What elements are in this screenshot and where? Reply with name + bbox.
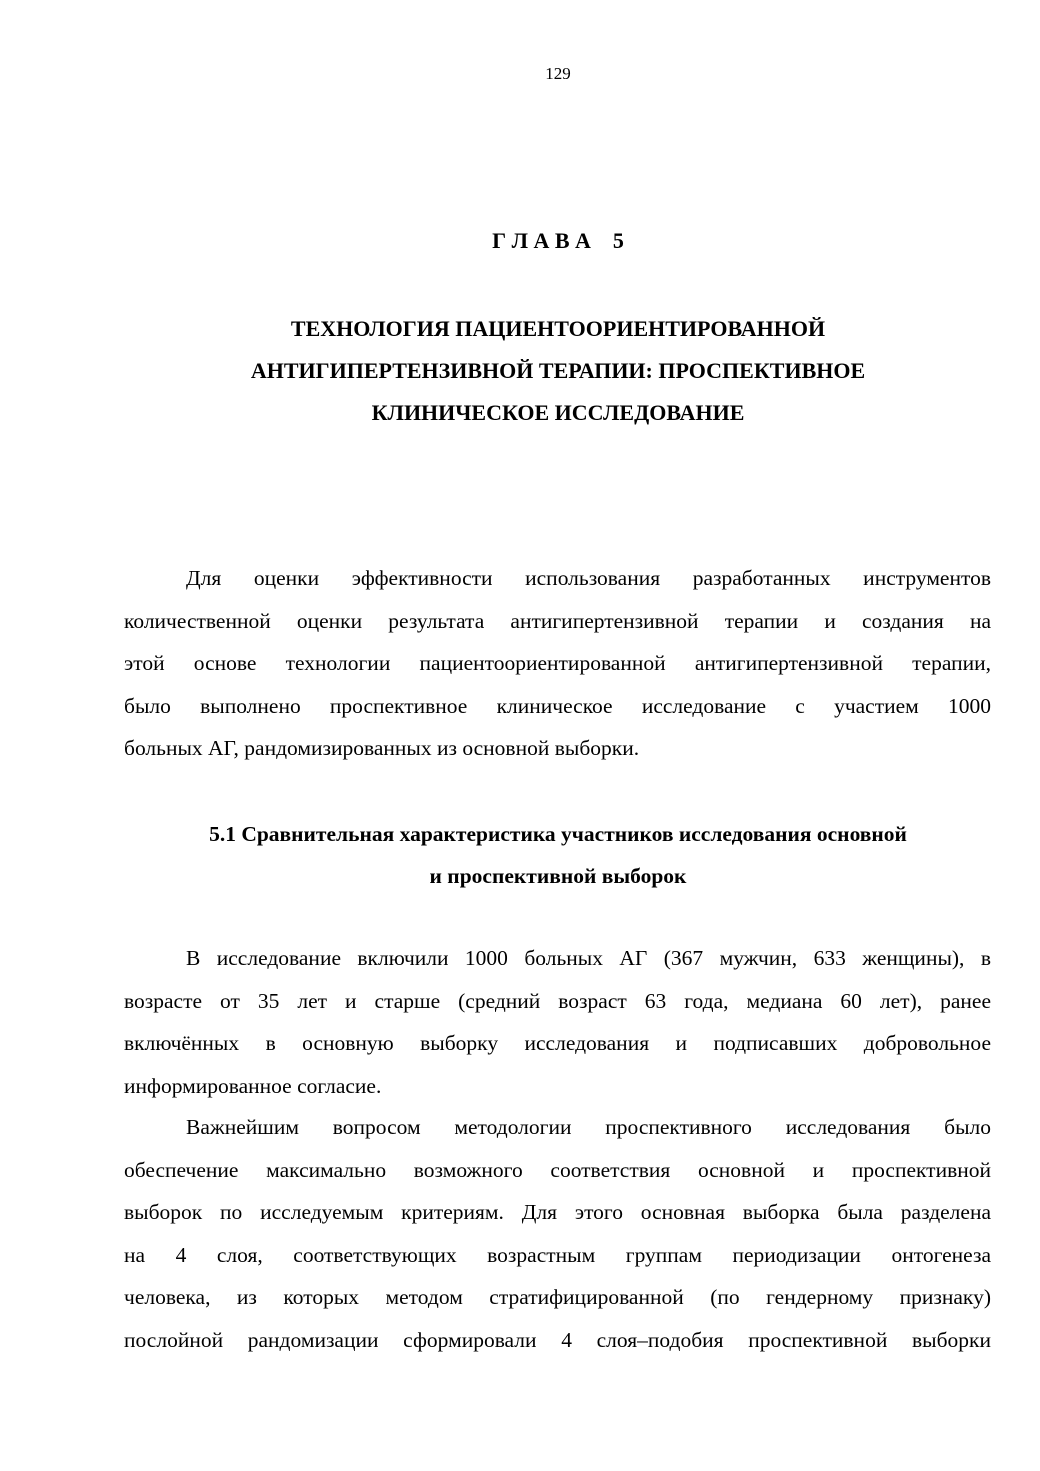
- text-line: послойной рандомизации сформировали 4 слоя–подобия проспективной выборки: [124, 1327, 991, 1352]
- text-line: возрасте от 35 лет и старше (средний возраст 63 года, медиана 60 лет), ранее: [124, 988, 991, 1013]
- text-line: информированное согласие.: [124, 1073, 382, 1098]
- text-line: Важнейшим вопросом методологии проспективного исследования было: [186, 1115, 991, 1139]
- text-line: этой основе технологии пациентоориентированной антигипертензивной терапии,: [124, 651, 991, 675]
- text-line: В исследование включили 1000 больных АГ (367 мужчин, 633 женщины), в: [186, 946, 991, 970]
- section-heading-line: и проспективной выборок: [429, 864, 687, 888]
- paragraph-2: [124, 1106, 991, 1361]
- text-line: количественной оценки результата антигипертензивной терапии и создания на: [124, 608, 991, 633]
- text-line: включённых в основную выборку исследования и подписавших добровольное: [124, 1031, 991, 1055]
- text-line: выборок по исследуемым критериям. Для этого основная выборка была разделена: [124, 1200, 991, 1224]
- section-heading-line: 5.1 Сравнительная характеристика участников исследования основной: [209, 822, 907, 846]
- text-line: Для оценки эффективности использования разработанных инструментов: [186, 566, 991, 590]
- page-number: 129: [545, 64, 571, 83]
- chapter-title-line: КЛИНИЧЕСКОЕ ИССЛЕДОВАНИЕ: [371, 400, 745, 425]
- intro-paragraph: [124, 557, 991, 770]
- paragraph-1: [124, 937, 991, 1107]
- text-line: человека, из которых методом стратифицированной (по гендерному признаку): [124, 1285, 991, 1309]
- chapter-title-line: ТЕХНОЛОГИЯ ПАЦИЕНТООРИЕНТИРОВАННОЙ: [290, 316, 826, 341]
- chapter-title-line: АНТИГИПЕРТЕНЗИВНОЙ ТЕРАПИИ: ПРОСПЕКТИВНОЕ: [250, 358, 866, 383]
- chapter-title: [0, 308, 1040, 434]
- text-line: больных АГ, рандомизированных из основной выборки.: [124, 736, 640, 760]
- text-line: было выполнено проспективное клиническое исследование с участием 1000: [124, 693, 991, 718]
- text-line: обеспечение максимально возможного соответствия основной и проспективной: [124, 1157, 991, 1182]
- text-line: на 4 слоя, соответствующих возрастным группам периодизации онтогенеза: [124, 1242, 991, 1267]
- chapter-label: Г Л А В А 5: [492, 228, 624, 253]
- section-heading: [0, 813, 1040, 897]
